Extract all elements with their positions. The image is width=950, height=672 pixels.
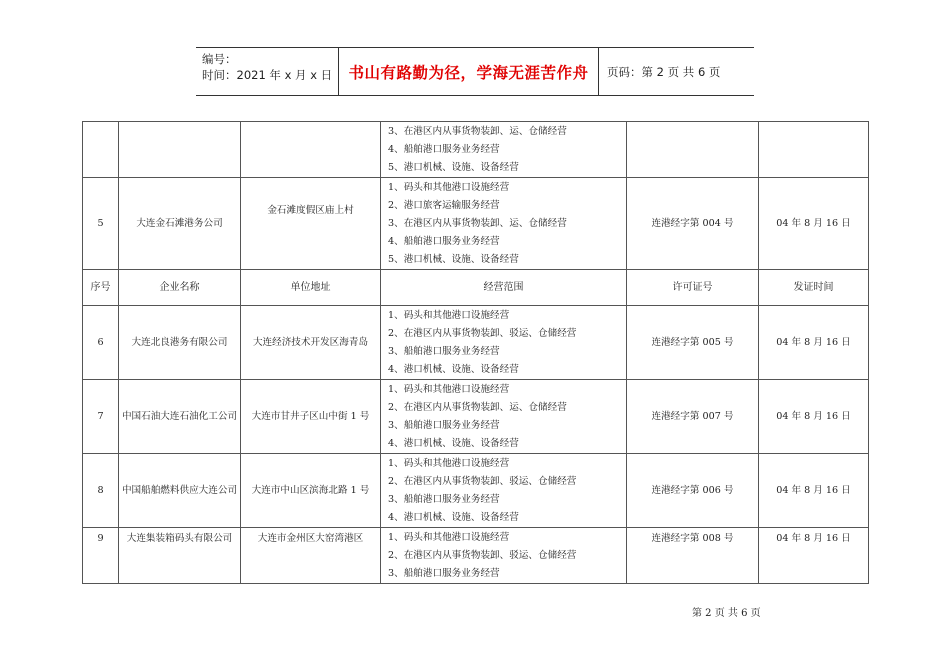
cell-name: 大连北良港务有限公司	[119, 306, 241, 380]
cell-date: 04 年 8 月 16 日	[759, 178, 869, 270]
page-footer: 第 2 页 共 6 页	[692, 608, 761, 619]
col-header-no: 序号	[83, 270, 119, 306]
doc-number-label: 编号：	[202, 52, 237, 66]
cell-no: 5	[83, 178, 119, 270]
cell-name: 大连金石滩港务公司	[119, 178, 241, 270]
license-table	[82, 121, 869, 584]
cell-address: 大连市金州区大窑湾港区	[241, 528, 381, 584]
cell-date: 04 年 8 月 16 日	[759, 454, 869, 528]
cell-name	[119, 122, 241, 178]
cell-date: 04 年 8 月 16 日	[759, 380, 869, 454]
cell-license: 连港经字第 007 号	[627, 380, 759, 454]
cell-no: 7	[83, 380, 119, 454]
table-row-continued	[83, 122, 869, 178]
cell-name: 中国船舶燃料供应大连公司	[119, 454, 241, 528]
cell-address: 大连市中山区滨海北路 1 号	[241, 454, 381, 528]
cell-license	[627, 122, 759, 178]
cell-license: 连港经字第 004 号	[627, 178, 759, 270]
table-row	[83, 454, 869, 528]
col-header-name: 企业名称	[119, 270, 241, 306]
cell-address: 金石滩度假区庙上村	[241, 178, 381, 270]
table-row	[83, 380, 869, 454]
table-header-row	[83, 270, 869, 306]
cell-date	[759, 122, 869, 178]
cell-address: 大连市甘井子区山中街 1 号	[241, 380, 381, 454]
cell-scope: 1、码头和其他港口设施经营 2、在港区内从事货物装卸、驳运、仓储经营 3、船舶港口服务业务经营	[381, 528, 627, 584]
header-motto: 书山有路勤为径，学海无涯苦作舟	[339, 48, 599, 95]
cell-scope: 1、码头和其他港口设施经营 2、在港区内从事货物装卸、运、仓储经营 3、船舶港口服务业务经营 4、港口机械、设施、设备经营	[381, 380, 627, 454]
table-row	[83, 178, 869, 270]
table-row	[83, 528, 869, 584]
header-page-label: 页码：第 2 页 共 6 页	[607, 64, 721, 79]
cell-address: 大连经济技术开发区海青岛	[241, 306, 381, 380]
col-header-scope: 经营范围	[381, 270, 627, 306]
col-header-date: 发证时间	[759, 270, 869, 306]
cell-date: 04 年 8 月 16 日	[759, 306, 869, 380]
cell-license: 连港经字第 005 号	[627, 306, 759, 380]
doc-time-label: 时间：2021 年 x 月 x 日	[202, 68, 333, 82]
page-header	[196, 47, 754, 96]
cell-scope: 1、码头和其他港口设施经营 2、在港区内从事货物装卸、驳运、仓储经营 3、船舶港口服务业务经营 4、港口机械、设施、设备经营	[381, 454, 627, 528]
cell-address	[241, 122, 381, 178]
header-meta	[196, 48, 339, 95]
col-header-address: 单位地址	[241, 270, 381, 306]
cell-license: 连港经字第 006 号	[627, 454, 759, 528]
cell-scope: 3、在港区内从事货物装卸、运、仓储经营 4、船舶港口服务业务经营 5、港口机械、设施、设备经营	[381, 122, 627, 178]
cell-name: 中国石油大连石油化工公司	[119, 380, 241, 454]
table-row	[83, 306, 869, 380]
cell-scope: 1、码头和其他港口设施经营 2、在港区内从事货物装卸、驳运、仓储经营 3、船舶港口服务业务经营 4、港口机械、设施、设备经营	[381, 306, 627, 380]
cell-no: 8	[83, 454, 119, 528]
col-header-license: 许可证号	[627, 270, 759, 306]
cell-no: 6	[83, 306, 119, 380]
cell-no	[83, 122, 119, 178]
cell-date: 04 年 8 月 16 日	[759, 528, 869, 584]
cell-scope: 1、码头和其他港口设施经营 2、港口旅客运输服务经营 3、在港区内从事货物装卸、运、仓储经营 4、船舶港口服务业务经营 5、港口机械、设施、设备经营	[381, 178, 627, 270]
cell-name: 大连集装箱码头有限公司	[119, 528, 241, 584]
cell-no: 9	[83, 528, 119, 584]
cell-license: 连港经字第 008 号	[627, 528, 759, 584]
